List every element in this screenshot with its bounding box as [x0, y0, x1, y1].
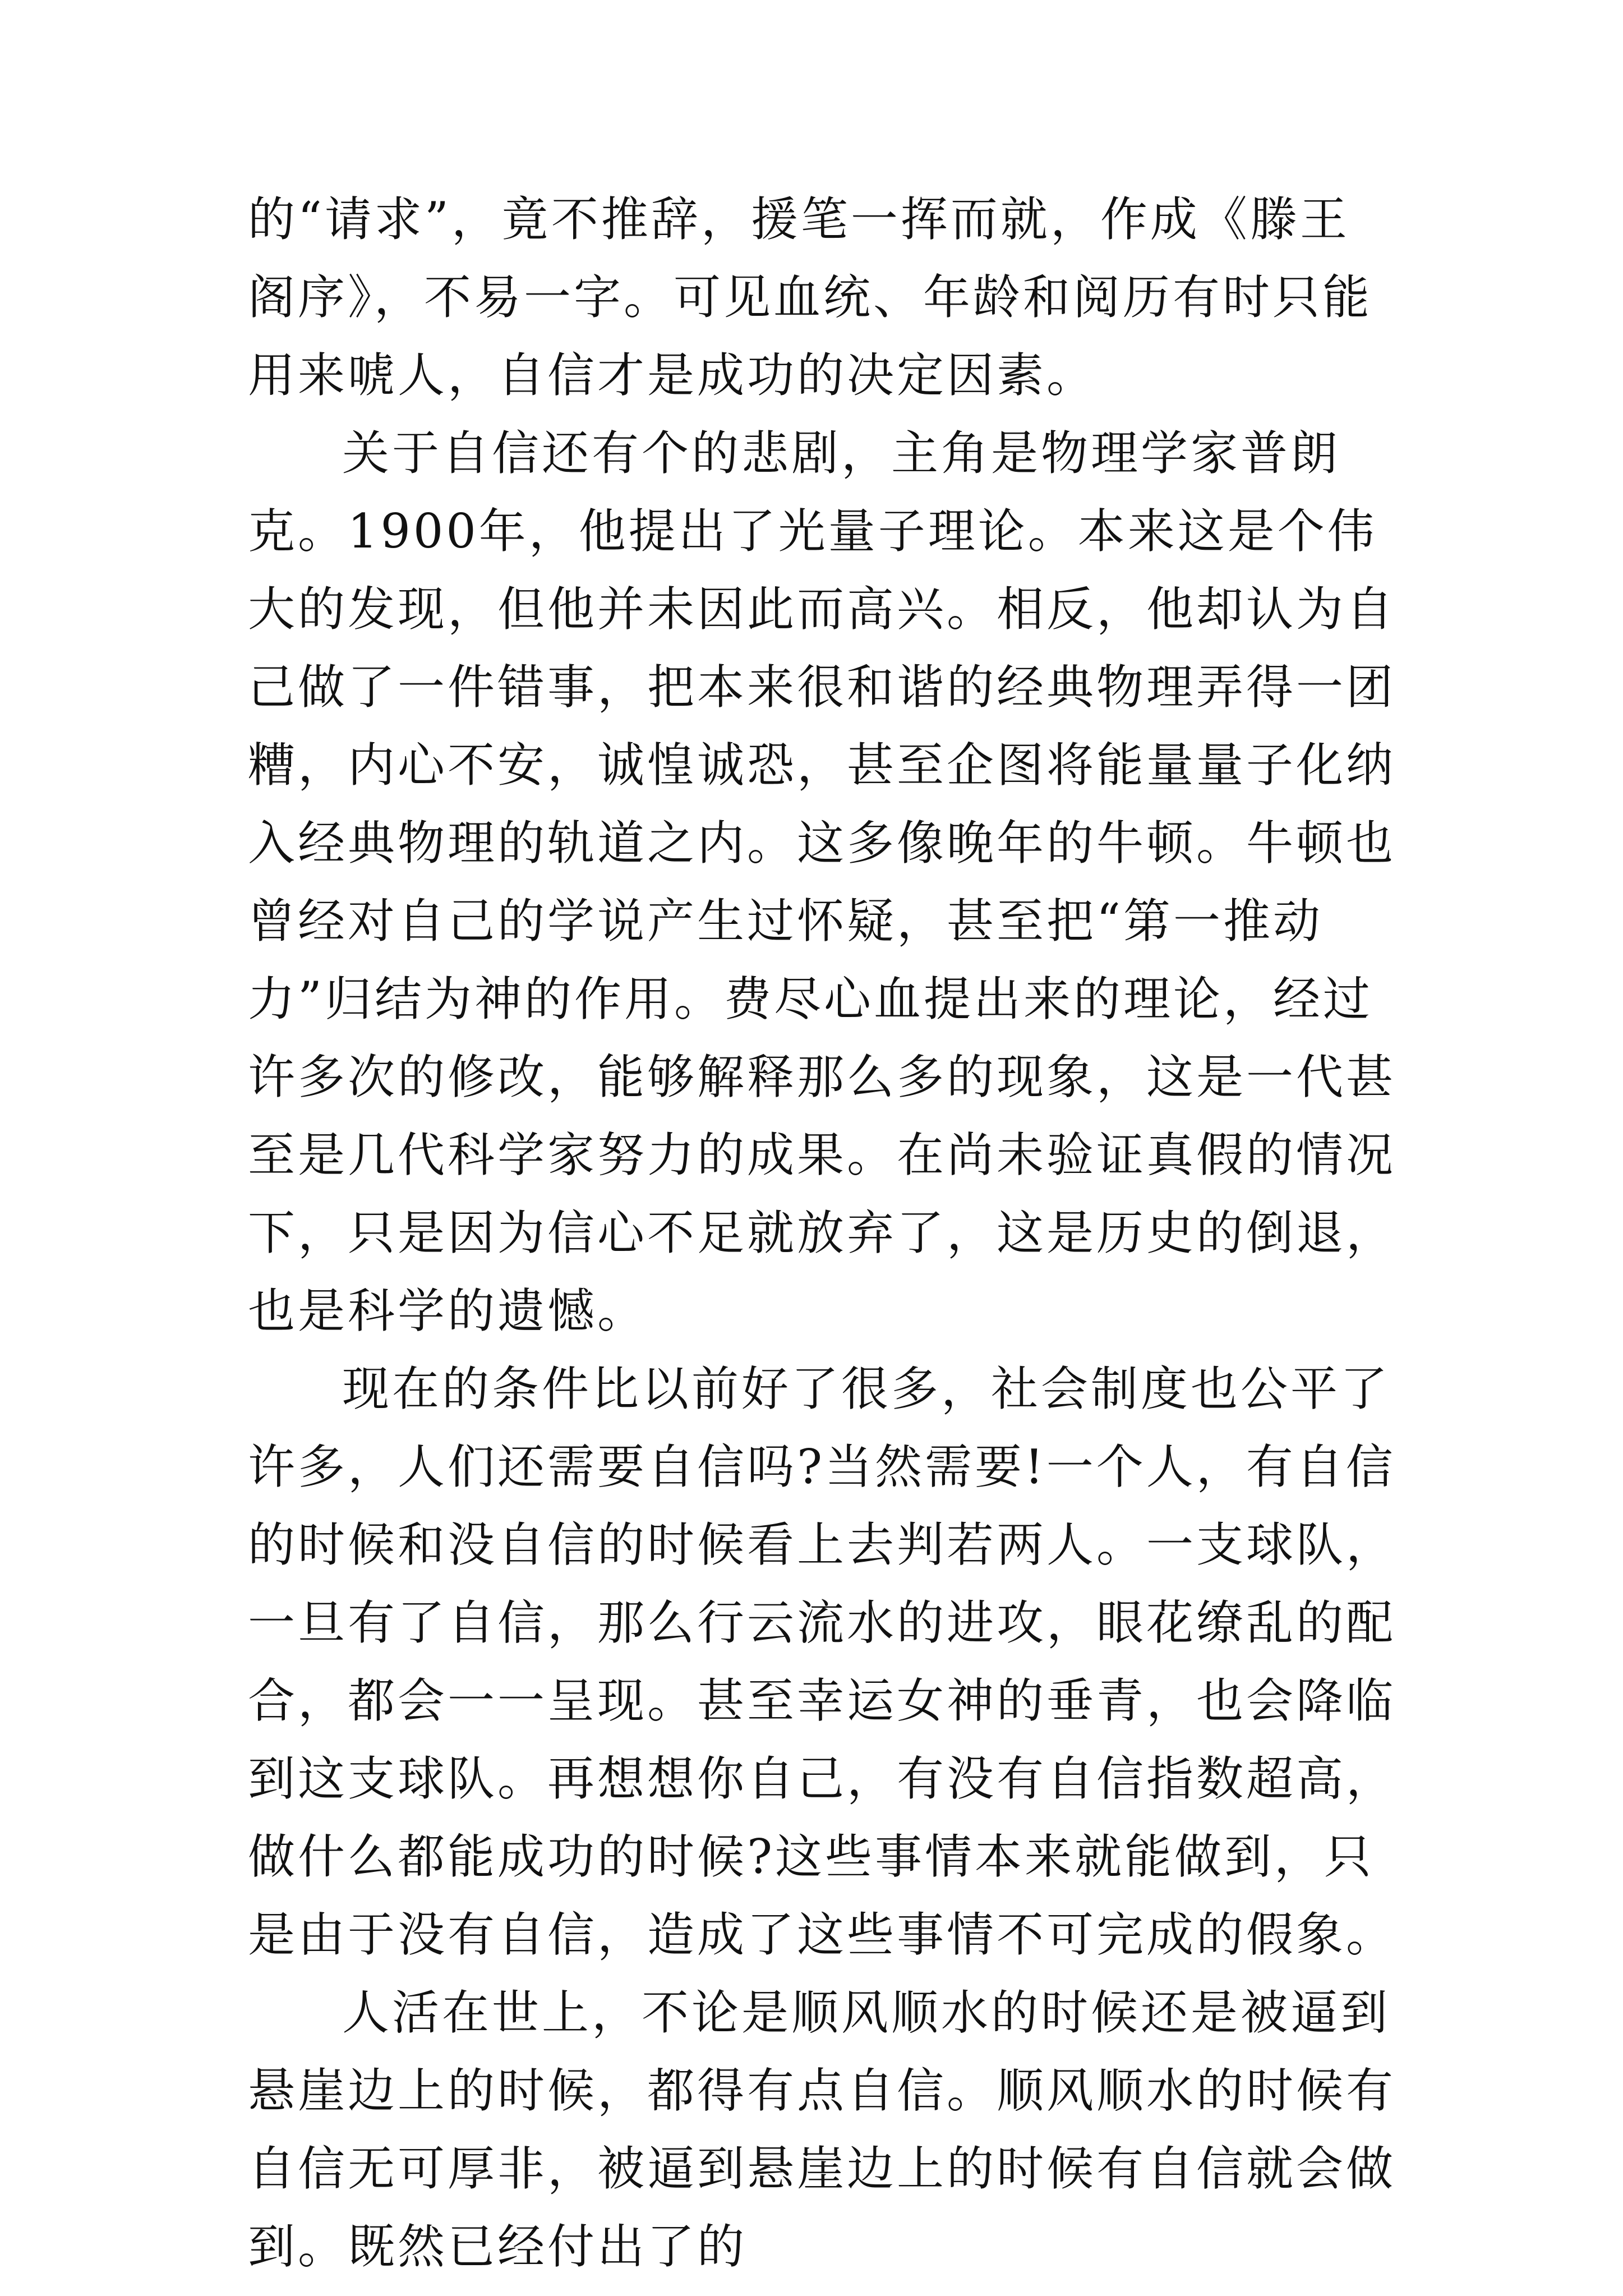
article-body [248, 181, 1398, 2286]
paragraph-1: 的“请求”，竟不推辞，援笔一挥而就，作成《滕王阁序》，不易一字。可见血统、年龄和阅历有时只能用来唬人，自信才是成功的决定因素。 [248, 192, 1373, 403]
paragraph-4: 人活在世上，不论是顺风顺水的时候还是被逼到悬崖边上的时候，都得有点自信。顺风顺水的时候有自信无可厚非，被逼到悬崖边上的时候有自信就会做到。既然已经付出了的 [248, 1985, 1396, 2274]
paragraph-3: 现在的条件比以前好了很多，社会制度也公平了许多，人们还需要自信吗?当然需要!一个人，有自信的时候和没自信的时候看上去判若两人。一支球队，一旦有了自信，那么行云流水的进攻，眼花缭乱的配合，都会一一呈现。甚至幸运女神的垂青，也会降临到这支球队。再想想你自己，有没有自信指数超高，做什么都能成功的时候?这些事情本来就能做到，只是由于没有自信，造成了这些事情不可完成的假象。 [248, 1361, 1396, 1962]
paragraph-2: 关于自信还有个的悲剧，主角是物理学家普朗克。1900年，他提出了光量子理论。本来这是个伟大的发现，但他并未因此而高兴。相反，他却认为自己做了一件错事，把本来很和谐的经典物理弄得一团糟，内心不安，诚惶诚恐，甚至企图将能量量子化纳入经典物理的轨道之内。这多像晚年的牛顿。牛顿也曾经对自己的学说产生过怀疑，甚至把“第一推动力”归结为神的作用。费尽心血提出来的理论，经过许多次的修改，能够解释那么多的现象，这是一代甚至是几代科学家努力的成果。在尚未验证真假的情况下，只是因为信心不足就放弃了，这是历史的倒退，也是科学的遗憾。 [248, 426, 1396, 1338]
